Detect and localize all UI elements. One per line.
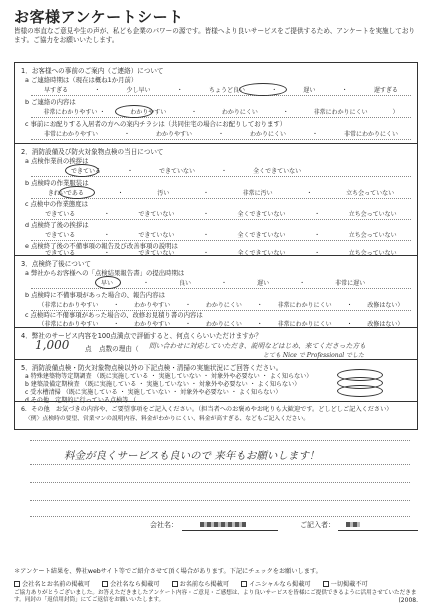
- redacted-company: [200, 522, 246, 527]
- reason-handwritten: 問い合わせに対応していただき、説明などはじめ、来てくださった方も: [149, 342, 366, 350]
- options-2d[interactable]: できている ・ できていない ・ 全くできていない ・ 立ち会っていない: [31, 230, 411, 241]
- check-option-5[interactable]: 一切掲載不可: [323, 579, 368, 588]
- checkbox-icon: [172, 581, 178, 587]
- reason-handwritten-2: とても Nice で Professional でした: [263, 352, 365, 359]
- score-reason-label: 点数の理由（: [99, 345, 139, 353]
- check-option-4[interactable]: イニシャルなら掲載可: [241, 579, 311, 588]
- section-2: [15, 143, 417, 255]
- year-stamp: (2008.: [398, 597, 418, 604]
- answer-circle: [115, 105, 153, 118]
- company-field[interactable]: [182, 530, 278, 531]
- person-label: ご記入者：: [300, 521, 335, 529]
- checkbox-icon: [241, 581, 247, 587]
- answer-circle: [59, 186, 95, 199]
- selected-option[interactable]: ちょうど良い: [208, 87, 245, 94]
- section-1-heading: 1．お客様への事前のご案内（ご連絡）について: [21, 67, 164, 75]
- answer-circle: [65, 164, 99, 177]
- check-option-2[interactable]: 会社名なら掲載可: [102, 579, 160, 588]
- comment-line: [30, 500, 410, 501]
- options-3c[interactable]: （非常にわかりやすい ・ わかりやすい ・ わかりにくい ・ 非常にわかりにくい ・ 改修はない）: [38, 321, 404, 328]
- answer-circle: [337, 385, 383, 397]
- question-3c: c 点検時に不備事項があった場合の、改修お見積り書の内容は: [25, 311, 203, 319]
- section-6-heading: 6．その他 お気づきの内容や、ご要望事項をご記入ください。（担当者へのお褒めやお叱りも大歓迎です。どしどしご記入ください）: [21, 406, 393, 413]
- comment-line: [30, 464, 410, 465]
- checkbox-icon: [102, 581, 108, 587]
- options-1b[interactable]: 非常にわかりやすい ・ わかりやすい ・ わかりにくい ・ 非常にわかりにくい ）: [31, 107, 411, 118]
- options-1a[interactable]: 早すぎる ・ 少し早い ・ ちょうど良い ・ 遅い ・ 遅すぎる: [31, 85, 411, 96]
- question-1a: a ご連絡時期は（現在は概ね1か月前）: [25, 76, 138, 84]
- section-3-heading: 3．点検終了後について: [21, 260, 92, 268]
- checkbox-icon: [323, 581, 329, 587]
- section-3: [15, 255, 417, 327]
- section-1: [15, 63, 417, 143]
- question-1b: b ご連絡の内容は: [25, 98, 76, 106]
- options-2e[interactable]: できている ・ できていない ・ 全くできていない ・ 立ち会っていない: [45, 250, 397, 257]
- row-5d[interactable]: d その他 定期的に行っている点検等 （: [25, 397, 137, 404]
- comment-handwritten: 料金が良くサービスも良いので 来年もお願いします！: [64, 450, 320, 462]
- intro-text: 皆様の率直なご意見や生の声が、私ども企業のパワーの源です。皆様へより良いサービスをご提供するため、アンケートを実施しております。ご協力をお願いいたします。: [14, 27, 416, 44]
- redacted-person: [346, 522, 360, 527]
- question-2d: d 点検終了後の挨拶は: [25, 221, 89, 229]
- row-5c[interactable]: c 受水槽清掃 （既に実施している ・ 実施していない ・ 対象外や必要ない ・ よく知らない）: [25, 389, 282, 396]
- section-2-heading: 2．消防設備及び防火対象物点検の当日について: [21, 148, 164, 156]
- section-4-heading: 4．弊社のサービス内容を100点満点で評価すると、何点くらいいただけますか？: [21, 332, 262, 340]
- question-1c: c 事前にお配りする入居者の方への案内チラシは（共同住宅の場合にお配りしております）: [25, 120, 287, 128]
- score-handwritten: 1,000: [35, 338, 70, 352]
- question-3b: b 点検時に不備事項があった場合の、報告内容は: [25, 291, 165, 299]
- question-2c: c 点検中の作業態度は: [25, 200, 89, 208]
- question-2a: a 点検作業員の挨拶は: [25, 157, 89, 165]
- row-5a[interactable]: a 特殊建築物等定期調査 （既に実施している ・ 実施していない ・ 対象外や必要ない ・ よく知らない）: [25, 373, 313, 380]
- comment-line: [30, 440, 410, 441]
- survey-form: [14, 62, 418, 430]
- check-option-3[interactable]: お名前なら掲載可: [172, 579, 230, 588]
- person-field[interactable]: [338, 530, 418, 531]
- consent-note: ＊アンケート結果を、弊社webサイト等でご紹介させて頂く場合があります。下記にチェックをお願いします。: [14, 568, 322, 575]
- check-option-1[interactable]: 会社名とお名前の掲載可: [14, 579, 90, 588]
- question-3a: a 弊社からお客様への「点検結果報告書」の提出時期は: [25, 269, 185, 277]
- section-4: [15, 327, 417, 359]
- answer-circle: [95, 276, 121, 289]
- question-2e: e 点検終了後の不備事項の報告及び改善事項の説明は: [25, 242, 178, 250]
- consent-options: [14, 579, 368, 588]
- options-3b[interactable]: （非常にわかりやすい ・ わかりやすい ・ わかりにくい ・ 非常にわかりにくい ・ 改修はない）: [31, 300, 411, 311]
- row-5b[interactable]: b 建築設備定期検査 （既に実施している ・ 実施していない ・ 対象外や必要ない ・ よく知らない）: [25, 381, 301, 388]
- score-unit: 点: [85, 345, 92, 353]
- options-2c[interactable]: できている ・ できていない ・ 全くできていない ・ 立ち会っていない: [31, 209, 411, 220]
- answer-circle: [239, 83, 287, 96]
- section-5: [15, 359, 417, 404]
- page-title: お客様アンケートシート: [14, 8, 184, 26]
- company-label: 会社名：: [150, 521, 178, 529]
- options-2a[interactable]: できている ・ できていない ・ 全くできていない: [31, 166, 411, 177]
- section-5-heading: 5．消防設備点検・防火対象物点検以外の下記点検・清掃の実施状況にご回答ください。: [21, 364, 283, 372]
- section-6-sub: 〈例〉点検時の要望、営業マンの説明内容、料金がわかりにくい、料金が高すぎる、などもご記入ください。: [25, 416, 310, 422]
- section-6: [15, 401, 417, 429]
- options-1c[interactable]: 非常にわかりやすい ・ わかりやすい ・ わかりにくい ・ 非常にわかりにくい: [31, 129, 411, 140]
- question-2b: b 点検時の作業服装は: [25, 179, 89, 187]
- comment-line: [30, 516, 410, 517]
- checkbox-icon: [14, 581, 20, 587]
- options-3a[interactable]: 早い ・ 良い ・ 遅い ・ 非常に遅い: [31, 278, 411, 289]
- comment-line: [30, 482, 410, 483]
- options-2b[interactable]: きれいである ・ 汚い ・ 非常に汚い ・ 立ち会っていない: [31, 188, 411, 199]
- footer-text: ご協力ありがとうございました。お答えただきましたアンケート内容・ご意見・ご感想は、より良いサービスを皆様にご提供できるように活用させていただきます。同封の「返信用封筒」にてご返信をお願いいたします。: [14, 590, 417, 603]
